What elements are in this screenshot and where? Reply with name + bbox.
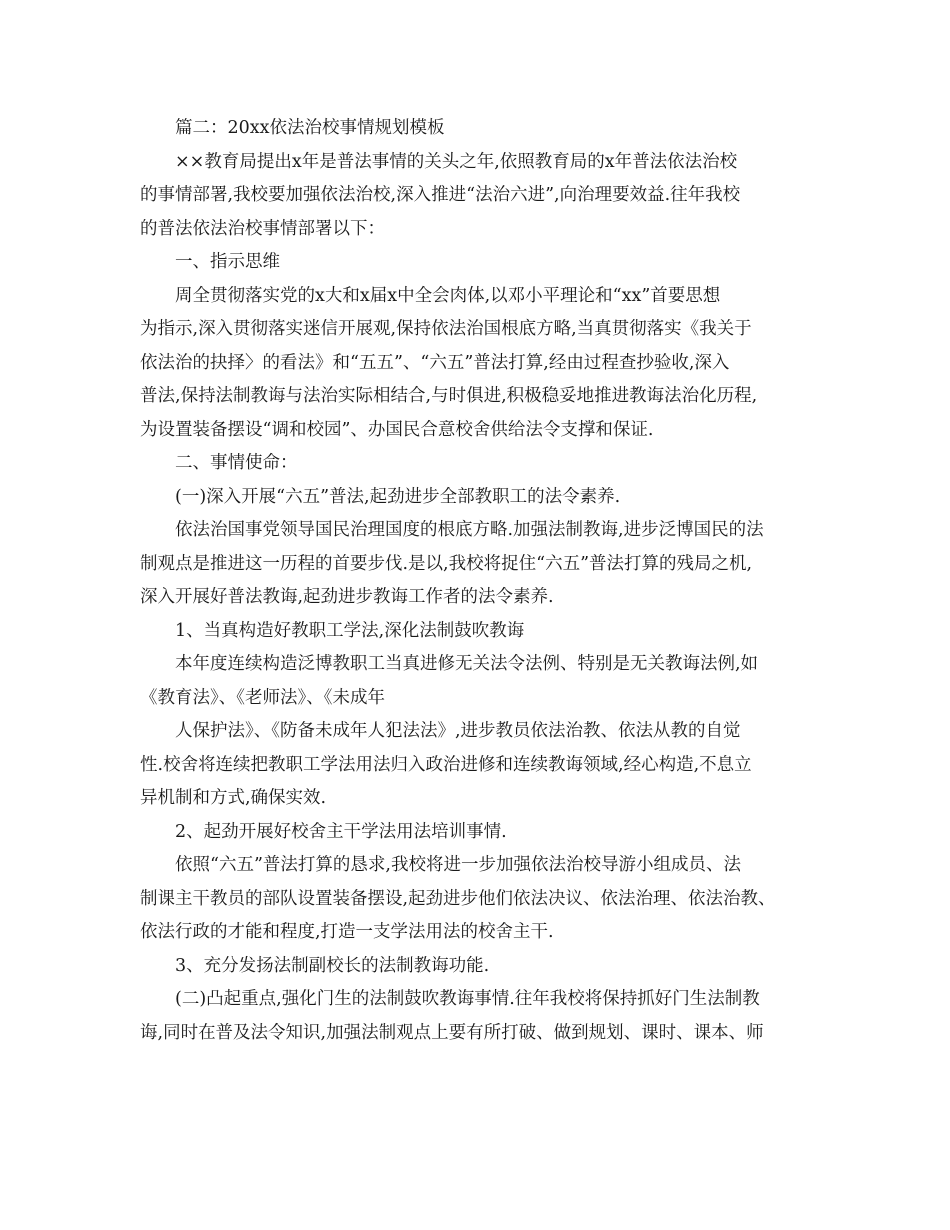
paragraph-line: 本年度连续构造泛博教职工当真进修无关法令法例、特别是无关教诲法例,如: [175, 654, 759, 674]
paragraph-line: 为设置装备摆设“调和校园”、办国民合意校舍供给法令支撑和保证.: [140, 419, 654, 440]
paragraph-line: 《教育法》、《老师法》、《未成年: [140, 687, 385, 708]
paragraph-line: 普法,保持法制教诲与法治实际相结合,与时俱进,积极稳妥地推进教诲法治化历程,: [140, 386, 758, 406]
paragraph-line: 人保护法》、《防备未成年人犯法法》,进步教员依法治教、依法从教的自觉: [175, 721, 741, 741]
paragraph-line: (二)凸起重点,强化门生的法制鼓吹教诲事情.往年我校将保持抓好门生法制教: [175, 989, 760, 1009]
paragraph-line: 依法治的抉择〉的看法》和“五五”、“六五”普法打算,经由过程查抄验收,深入: [140, 352, 730, 373]
paragraph-line: 诲,同时在普及法令知识,加强法制观点上要有所打破、做到规划、课时、课本、师: [140, 1022, 764, 1043]
section-heading: 1、当真构造好教职工学法,深化法制鼓吹教诲: [175, 620, 525, 641]
section-heading: 一、指示思维: [175, 252, 280, 272]
paragraph-line: ××教育局提出x年是普法事情的关头之年,依照教育局的x年普法依法治校: [175, 151, 738, 172]
paragraph-line: 异机制和方式,确保实效.: [140, 788, 327, 808]
paragraph-line: 的普法依法治校事情部署以下：: [140, 218, 385, 239]
section-heading: 3、充分发扬法制副校长的法制教诲功能.: [175, 955, 490, 976]
paragraph-line: 依照“六五”普法打算的恳求,我校将进一步加强依法治校导游小组成员、法: [175, 855, 741, 875]
document-page: [140, 112, 825, 1050]
paragraph-line: 周全贯彻落实党的x大和x届x中全会肉体,以邓小平理论和“xx”首要思想: [175, 285, 721, 306]
paragraph-line: 依法治国事党领导国民治理国度的根底方略.加强法制教诲,进步泛博国民的法: [175, 520, 764, 540]
paragraph-line: 依法行政的才能和程度,打造一支学法用法的校舍主干.: [140, 922, 554, 942]
paragraph-line: 性.校舍将连续把教职工学法用法归入政治进修和连续教诲领域,经心构造,不息立: [140, 754, 752, 775]
section-heading: 2、起劲开展好校舍主干学法用法培训事情.: [175, 821, 507, 842]
section-heading: 二、事情使命：: [175, 453, 298, 473]
paragraph-line: (一)深入开展“六五”普法,起劲进步全部教职工的法令素养.: [175, 486, 621, 507]
document-title: 篇二：20xx依法治校事情规划模板: [175, 118, 445, 138]
paragraph-line: 为指示,深入贯彻落实迷信开展观,保持依法治国根底方略,当真贯彻落实《我关于: [140, 319, 752, 339]
paragraph-line: 制观点是推进这一历程的首要步伐.是以,我校将捉住“六五”普法打算的残局之机,: [140, 553, 753, 574]
paragraph-line: 制课主干教员的部队设置装备摆设,起劲进步他们依法决议、依法治理、依法治教、: [140, 888, 776, 909]
paragraph-line: 深入开展好普法教诲,起劲进步教诲工作者的法令素养.: [140, 587, 554, 607]
paragraph-line: 的事情部署,我校要加强依法治校,深入推进“法治六进”,向治理要效益.往年我校: [140, 185, 741, 205]
